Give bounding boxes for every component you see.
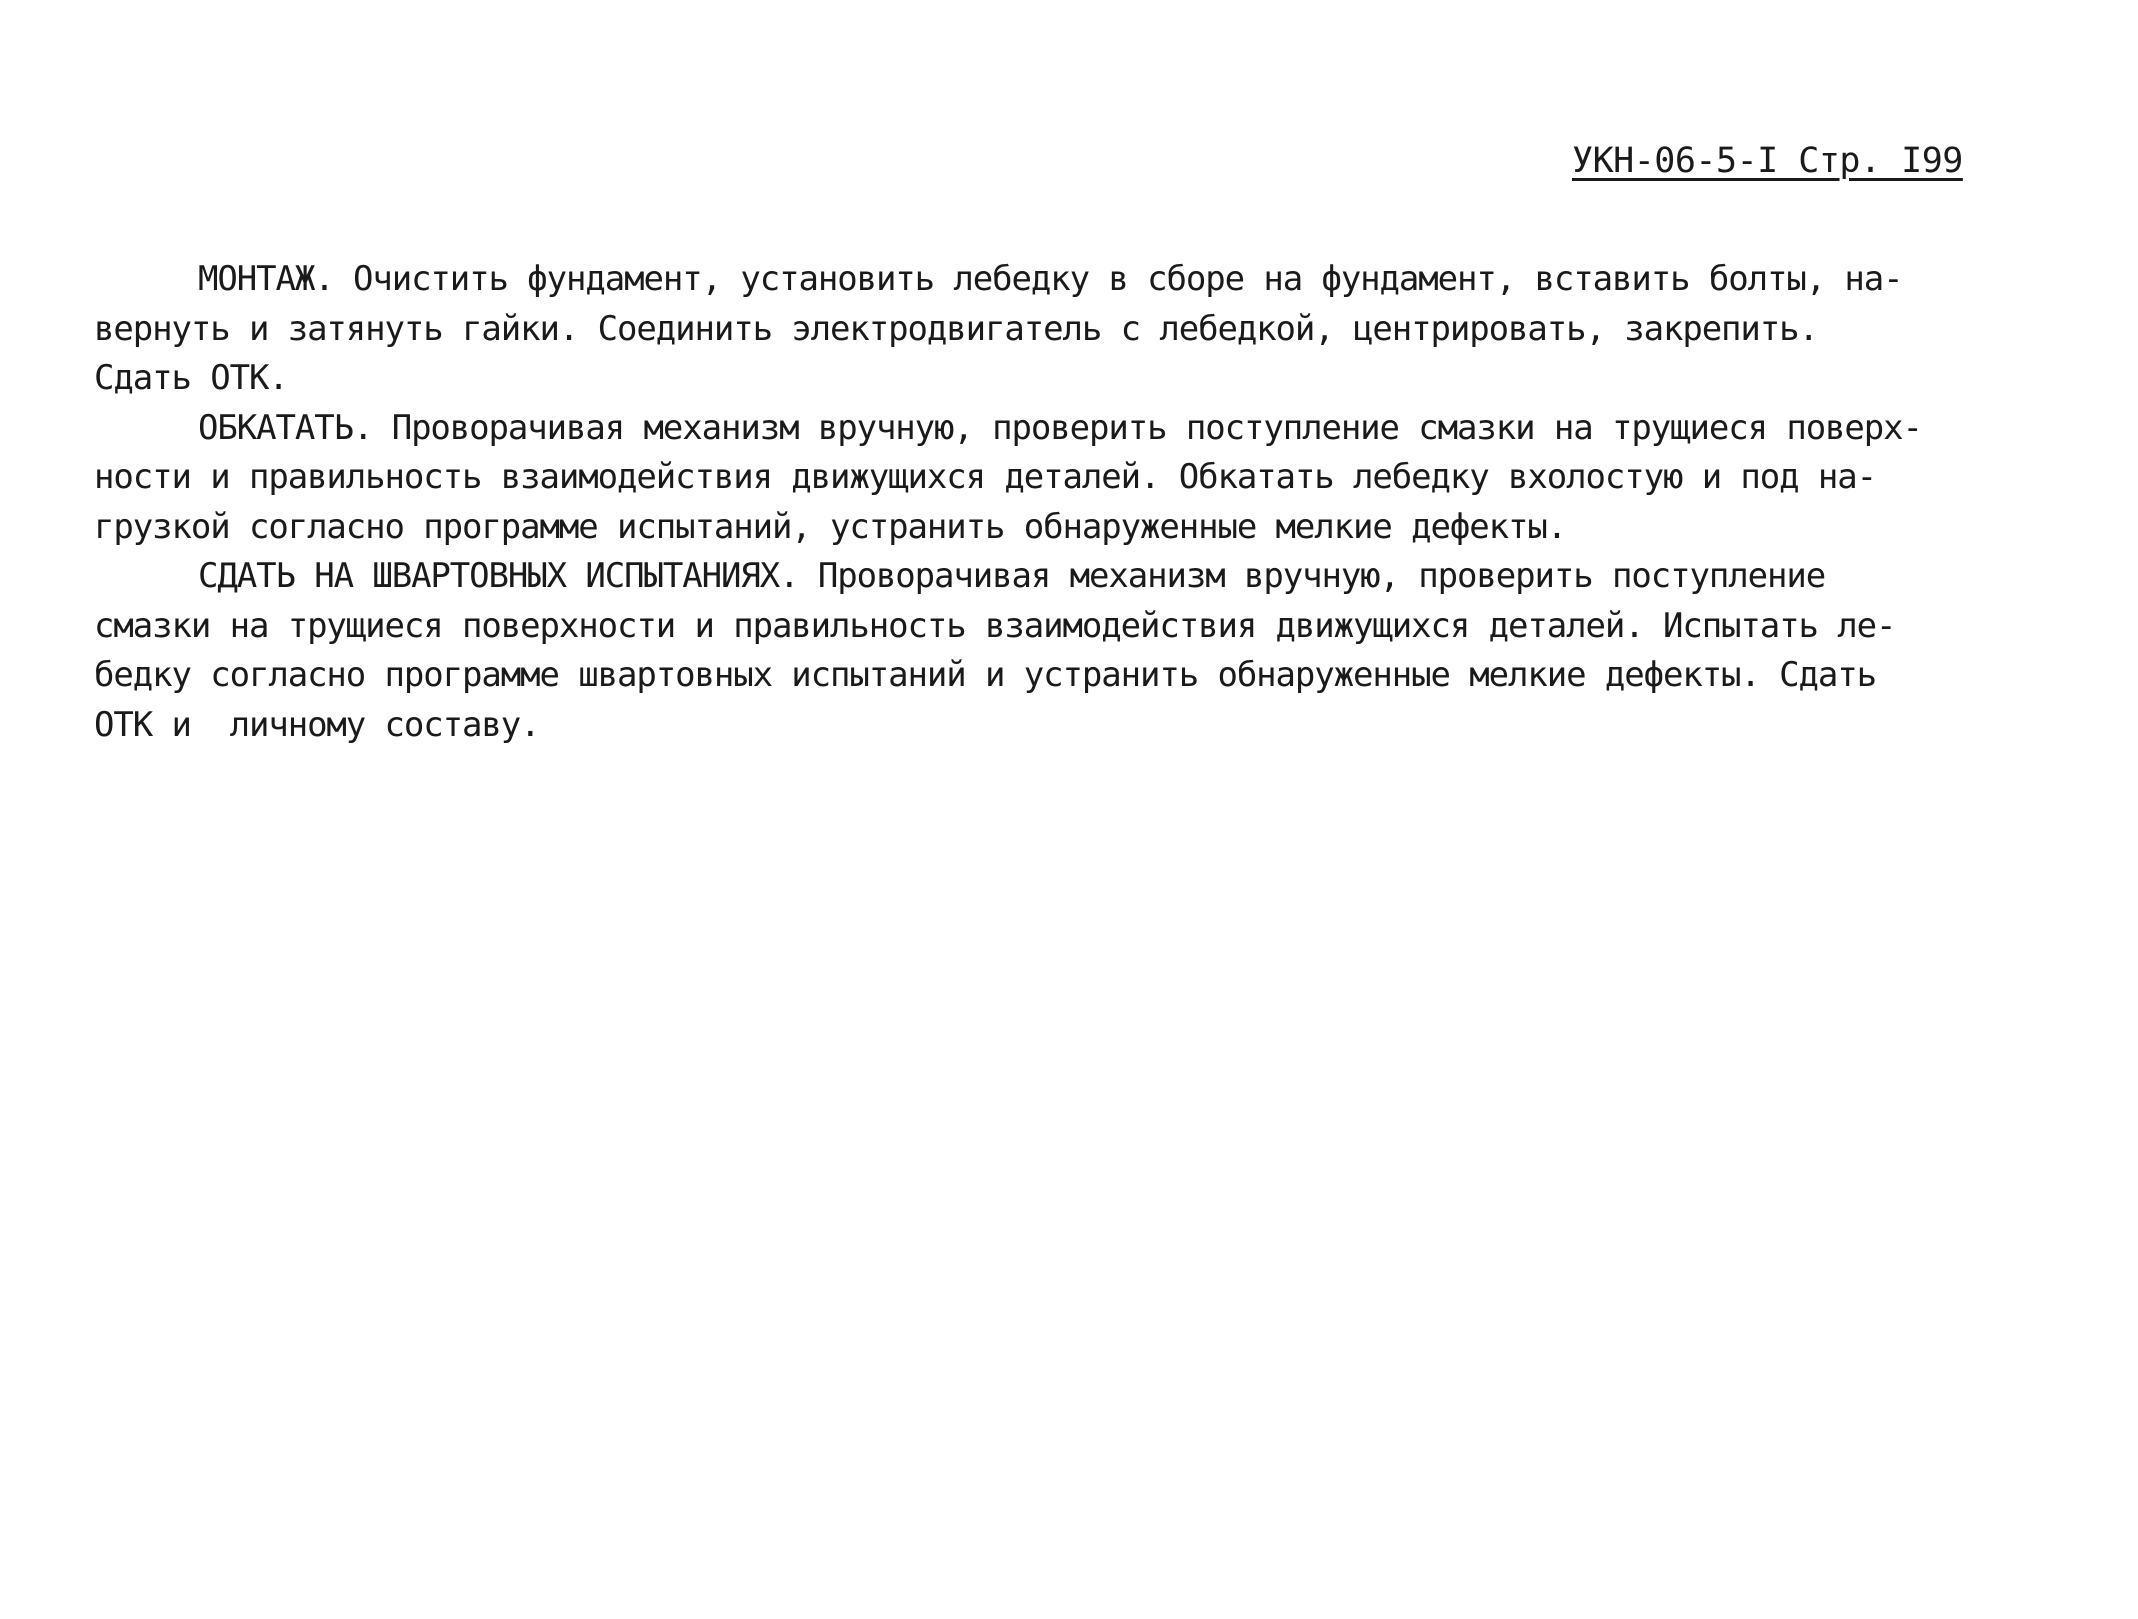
document-code-page-number: УКН-06-5-I Стр. I99: [1572, 141, 1963, 181]
paragraph-run-in-line-2: ности и правильность взаимодействия движущихся деталей. Обкатать лебедку вхолостую и под на-: [94, 457, 1877, 497]
paragraph-mount-line-3: Сдать ОТК.: [94, 358, 288, 398]
paragraph-mooring-trials-line-1: СДАТЬ НА ШВАРТОВНЫХ ИСПЫТАНИЯХ. Проворачивая механизм вручную, проверить поступление: [198, 556, 1826, 596]
paragraph-mooring-trials-line-3: бедку согласно программе швартовных испытаний и устранить обнаруженные мелкие дефекты. Сдать: [94, 655, 1877, 695]
paragraph-mount-line-2: вернуть и затянуть гайки. Соединить электродвигатель с лебедкой, центрировать, закрепить.: [94, 308, 1818, 349]
paragraph-mount-line-1: МОНТАЖ. Очистить фундамент, установить лебедку в сборе на фундамент, вставить болты, на-: [198, 259, 1903, 299]
paragraph-run-in-line-3: грузкой согласно программе испытаний, устранить обнаруженные мелкие дефекты.: [94, 506, 1567, 547]
paragraph-run-in-line-1: ОБКАТАТЬ. Проворачивая механизм вручную, проверить поступление смазки на трущиеся поверх-: [198, 407, 1922, 448]
document-body: [94, 255, 2014, 750]
paragraph-mooring-trials-line-2: смазки на трущиеся поверхности и правильность взаимодействия движущихся деталей. Испытать ле-: [94, 605, 1896, 646]
paragraph-mooring-trials-line-4: ОТК и личному составу.: [94, 704, 540, 745]
